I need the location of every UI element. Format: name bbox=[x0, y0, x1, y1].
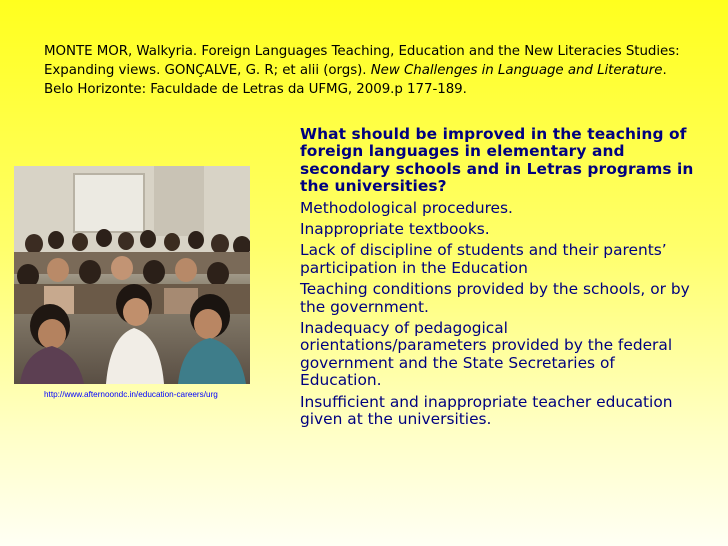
list-item bbox=[276, 281, 696, 316]
photo-credit-link[interactable]: http://www.afternoondc.in/education-careers/urg bbox=[44, 390, 218, 399]
question-heading: What should be improved in the teaching of foreign languages in elementary and secondary schools and in Letras programs in the universities? bbox=[300, 125, 694, 196]
citation-reference bbox=[44, 42, 684, 99]
door bbox=[154, 166, 204, 236]
citation-suffix: . Belo Horizonte: Faculdade de Letras da UFMG, 2009.p 177-189. bbox=[44, 63, 667, 97]
list-item bbox=[276, 320, 696, 390]
list-item bbox=[276, 200, 696, 217]
classroom-photo bbox=[14, 166, 250, 384]
list-item-text: Insufficient and inappropriate teacher education given at the universities. bbox=[300, 392, 673, 429]
list-item bbox=[276, 221, 696, 238]
citation-book-title: New Challenges in Language and Literature bbox=[370, 63, 663, 78]
list-item-text: Lack of discipline of students and their parents’ participation in the Education bbox=[300, 241, 667, 277]
window bbox=[74, 174, 144, 232]
list-item-text: Inadequacy of pedagogical orientations/parameters provided by the federal government and the State Secretaries of Education. bbox=[300, 319, 673, 390]
citation-prefix: MONTE MOR, Walkyria. Foreign Languages Teaching, Education and the New Literacies Studies: Expanding views. GONÇALVE, G. R; et alii (orgs). bbox=[44, 44, 680, 78]
classroom-illustration bbox=[14, 166, 250, 384]
list-item bbox=[276, 242, 696, 277]
list-item-text: Inappropriate textbooks. bbox=[300, 220, 490, 239]
list-item-text: Teaching conditions provided by the schools, or by the government. bbox=[300, 280, 690, 316]
slide-body bbox=[276, 126, 696, 433]
list-item-text: Methodological procedures. bbox=[300, 198, 513, 217]
list-item bbox=[276, 394, 696, 429]
